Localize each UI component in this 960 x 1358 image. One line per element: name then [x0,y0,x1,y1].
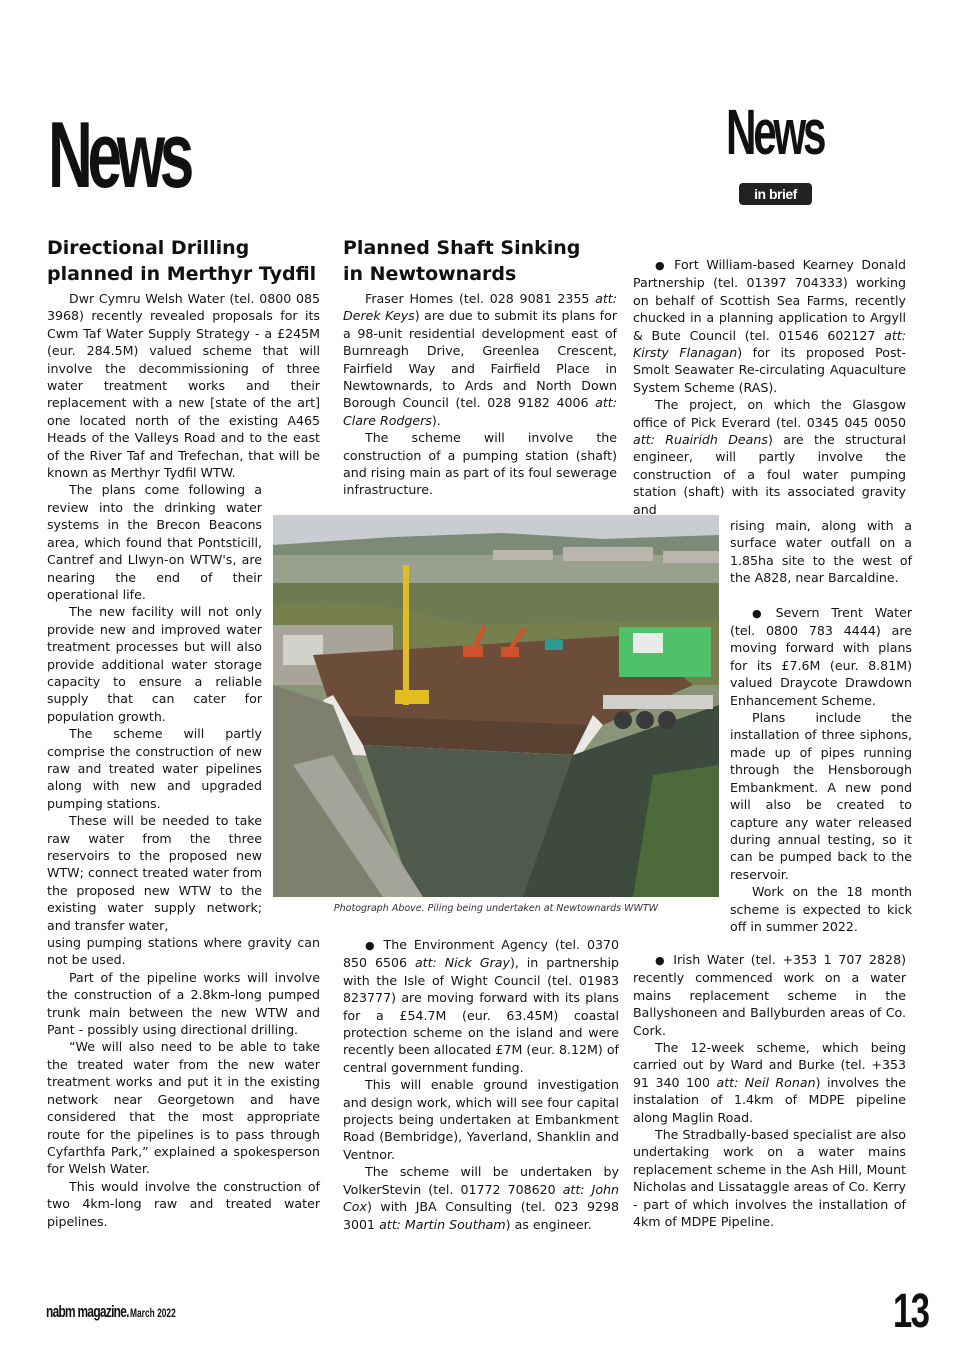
issue-date: March 2022 [130,1306,176,1320]
article3-paragraph: The scheme will be undertaken by VolkerStevin (tel. 01772 708620 att: John Cox) with JBA Consulting (tel. 023 9298 3001 att: Martin Southam) as engineer. [343,1164,619,1232]
article4-paragraph: The project, on which the Glasgow office of Pick Everard (tel. 0345 045 0050 att: Ruairidh Deans) are the structural engineer, will partly involve the construction of a foul water pumping station (shaft) with its associated gravity and [633,397,906,517]
article5-paragraph: ● Severn Trent Water (tel. 0800 783 4444) are moving forward with plans for its £7.6M (eur. 8.81M) valued Draycote Drawdown Enhancement Scheme. [730,604,912,709]
article1-headline [47,235,316,287]
article1-paragraph: The plans come following a review into the drinking water systems in the Brecon Beacons area, which found that Pontsticill, Cantref and Llwyn-on WTW's, are nearing the end of their operational life. [47,482,262,602]
photo-caption: Photograph Above. Piling being undertaken at Newtownards WWTW [333,903,659,914]
article6-paragraph: ● Irish Water (tel. +353 1 707 2828) recently commenced work on a water mains replacement scheme in the Ballyshoneen and Ballyburden areas of Co. Cork. [633,951,906,1039]
article6-paragraph: The 12-week scheme, which being carried out by Ward and Burke (tel. +353 91 340 100 att: Neil Ronan) involves the instalation of 1.4km of MDPE pipeline along Maglin Road. [633,1040,906,1125]
article1-paragraph: This would involve the construction of two 4km-long raw and treated water pipelines. [47,1178,320,1229]
page-number: 13 [893,1285,929,1338]
article3-body [343,936,619,1233]
article1-headline-line2: planned in Merthyr Tydfil [47,263,317,285]
magazine-name: nabm magazine. [46,1302,129,1321]
article5-paragraph: Work on the 18 month scheme is expected to kick off in summer 2022. [730,884,912,934]
construction-site-image [273,515,719,897]
section-title: News [726,96,824,168]
article4-paragraph: ● Fort William-based Kearney Donald Partnership (tel. 01397 704333) working on behalf of Scottish Sea Farms, recently chucked in a planning application to Argyll & Bute Council (tel. 01546 602127 att: Kirsty Flanagan) for its proposed Post-Smolt Seawater Re-circulating Aquaculture System Scheme (RAS). [633,256,906,396]
bullet-icon [752,605,776,620]
construction-site-photo [273,515,719,897]
article2-headline [343,235,580,287]
article3-paragraph: ● The Environment Agency (tel. 0370 850 6506 att: Nick Gray), in partnership with the Isle of Wight Council (tel. 01983 823777) are moving forward with its plans for a £54.7M (eur. 63.45M) coastal protection scheme on the island and were recently been allocated £7M (eur. 8.12M) of central government funding. [343,936,619,1076]
article4-body [633,256,906,518]
article2-body [343,290,617,499]
bullet-icon [655,257,674,272]
article1-paragraph: The new facility will not only provide new and improved water treatment processes but will also provide additional water storage capacity to ensure a reliable supply that can cater for population growth. [47,604,262,724]
bullet-icon [365,937,384,952]
article1-paragraph: These will be needed to take raw water from the three reservoirs to the proposed new WTW; connect treated water from the proposed new WTW to the existing water supply network; and transfer water, [47,813,262,933]
page-title: News [48,102,189,207]
article4-paragraph: rising main, along with a surface water outfall on a 1.85ha site to the west of the A828, near Barcaldine. [730,518,912,586]
article1-paragraph: using pumping stations where gravity can not be used. [47,935,320,968]
article4-continuation [730,517,912,935]
article2-paragraph: The scheme will involve the construction of a pumping station (shaft) and rising main as part of its foul sewerage infrastructure. [343,430,617,498]
article2-headline-line2: in Newtownards [343,263,517,285]
article5-paragraph: Plans include the installation of three siphons, made up of pipes running through the Hensborough Embankment. A new pond will also be created to capture any water released during annual testing, so it can be pumped back to the reservoir. [730,710,912,882]
article2-headline-line1: Planned Shaft Sinking [343,237,581,259]
article1-paragraph: The scheme will partly comprise the construction of new raw and treated water pipelines along with new and upgraded pumping stations. [47,726,262,811]
in-brief-badge: in brief [739,183,812,205]
article1-headline-line1: Directional Drilling [47,237,250,259]
article1-paragraph: Part of the pipeline works will involve the construction of a 2.8km-long pumped trunk main between the new WTW and Pant - possibly using directional drilling. [47,969,320,1038]
article6-body [633,951,906,1231]
article1-paragraph: Dwr Cymru Welsh Water (tel. 0800 085 3968) recently revealed proposals for its Cwm Taf Water Supply Strategy - a £245M (eur. 284.5M) valued scheme that will involve the decommissioning of three water treatment works and their replacement with a new [state of the art] one located north of the existing A465 Heads of the Valleys Road and to the east of the River Taf and Trefechan, that will be known as Merthyr Tydfil WTW. [47,291,320,481]
article1-paragraph: “We will also need to be able to take the treated water from the new water treatment works and put it in the existing network near Georgetown and have considered that the most appropriate route for the pipelines is to pass through Cyfarthfa Park,” explained a spokesperson for Welsh Water. [47,1039,320,1177]
article3-paragraph: This will enable ground investigation and design work, which will see four capital projects being undertaken at Embankment Road (Bembridge), Yaverland, Shanklin and Ventnor. [343,1077,619,1162]
article2-paragraph: Fraser Homes (tel. 028 9081 2355 att: Derek Keys) are due to submit its plans for a 98-unit residential development east of Burnreagh Drive, Greenlea Crescent, Fairfield Way and Fairfield Place in Newtownards, to Ards and North Down Borough Council (tel. 028 9182 4006 att: Clare Rodgers). [343,291,617,428]
bullet-icon [655,952,673,967]
article6-paragraph: The Stradbally-based specialist are also undertaking work on a water mains replacement scheme in the Ash Hill, Mount Nicholas and Lissataggle areas of Co. Kerry - part of which involves the installation of 4km of MDPE Pipeline. [633,1127,906,1230]
